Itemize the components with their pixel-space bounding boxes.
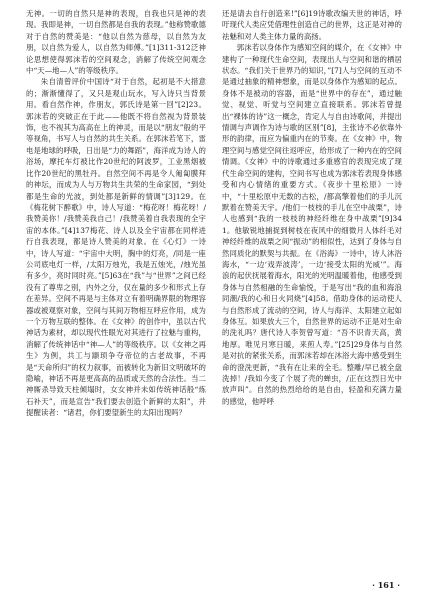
paragraph: 还是请去自行创造来!”[6]19诗歌改编天世的神话，呼吁现代人类应凭借理性创造自己的世界，这正是对神的祛魅和对人类主体力量的高扬。 [222,9,402,41]
paragraph: 郭沫若以身体作为感知空间的媒介，在《女神》中建构了一种现代生命空间，表现出人与空间和谐的栖居状态。“我们关于世界乃的知识，”[7]人与空间的互动不是通过抽象的精神想象，而是以身体作为感知的起点。身体不是被动的容器，而是“世界中的存在”，通过触觉、视觉、听觉与空间建立直接联系。郭沫若曾提出“裸体的诗”这一概念，肯定人与自由诗歌间，并提出情调与声调作为诗与歌的区别”[8]，主张诗不必依靠外形的韵律，而应为偏重内在的节奏。在《女神》中，物理空间与感觉空间往返呼应，给形成了一种内在的空间情调。《女神》中的诗歌通过多重感官的表现完成了现代生命空间的建构，空间书写也成为郭沫若表现身体感受和内心情绪的重要方式。《夜步十里松原》一诗中，“十里松原中无数的古松，/都高擎着他们的手儿沉默着在赞美天宇。/他们一枝枝的手儿在空中战栗”，诗人也感到“我的一枝枝的神经纤维在身中战栗”[9]341。他敏锐地捕捉到树枝在夜风中的细微月人体纤毛对神经纤维的战栗之间“振动”的相似性，达到了身体与自然同质化的默契与共振。在《浴海》一诗中，诗人沐浴海水，“一边‘戏弄波涛’，一边‘接受太阳的光威’”。海浪的起伏抚展着海水，阳光的光明温暖着他，他感受到身体与自然相融的生命愉悦，于是写出“我的血和海浪同潮/我的心和日火同烧”[4]58。借助身体的运动使人与自然形成了流动的空间，诗人与海洋、太阳建立起如身体互。如果放大三个，自然世界的运动不正是对生命的洗礼吗？唐代诗人李贺曾写道：“吾不识青天高，黄地厚。唯见月寒日暖，来煎人寿。”[25]29身体与自然是对抗的紧张关系，而郭沫若却在沐浴大海中感受到生命的澄洗更新，“我有在让来的全毛。整雕/早已被全盘洗掉！/我如今变了个展了壳的蝉虫，/正在这烈日光中放声叫”。自然的热烈给给的是自由，轻盈和充满力量的感觉，他呼呼 [222,43,402,406]
two-column-body [26,8,402,574]
paragraph: 无神。一切的自然只是神的表现，自我也只是神的表现。我即是神，一切自然都是自我的表现。”他称赞歌德对于自然的赞美是：“他以自然为慈母，以自然为友朋，以自然为爱人，以自然为师傅。”[1]311-312泛神论思想使得郭沫若的空间观念，消解了传统空间观念中“天—地—人”的等级秩序。 [26,9,206,76]
paragraph: 朱自清曾评价中国诗“对于自然，起初是不大措意的；渐渐懂得了，又只是观山玩水，写入诗只当背景用。看自然作神，作朋友，郭氏诗是第一回”[2]23。郭沫若的突破正在于此——他既不将自然视为背景装饰，也不视其为高高在上的神灵，而是以“朋友”般的平等视角，书写人与自然的共生关系。在郭沫若笔下，雷电是地球的呼吸，日出是“力的舞蹈”，海洋成为诗人的浴场，摩托车灯被比作20世纪的阿波罗，工业黑烟被比作20世纪的黑牡丹。自然空间不再是令人匍匐膜拜的神坛，而成为人与万物共生共荣的生命家园，“到处都是生命的光波，到处都是新鲜的情调”[3]129。在《梅花树下醉歌》中，诗人写道：“梅花呀！梅花呀！/我赞美你！/我赞美我自己！/我赞美着自我表现的全宇宙的本体。”[4]137梅花、诗人以及全宇宙都在同样进行自我表现，都是诗人赞美的对象。在《心灯》一诗中，诗人写道：“宇宙中大明，胸中的灯亮，/同是一座公司底电灯一样，/太阳万烛光，我是五烛光，/烛光虽有多少，亮时同时亮。”[5]63在“我”与“世界”之间已经没有了尊卑之别，内外之分，仅在量的多少和形式上存在差异。空间不再是与主体对立有着明确界限的物理容器或被观察对象，空间与其间万物相互呼应作用，成为一个万物互联的整体。在《女神》的创作中，虽以古代神话为素材，却以现代性眼光对其进行了拉魅与重构，消解了传统神话中“神—人”的等级秩序。以《女神之再生》为例，共工与颛顼争夺帝位的古老故事，不再是“天命所归”的权力叙事，而被转化为新旧文明破坏的隐喻，神话不再是更高高的品质或天然的合法性。当二神厮杀导致天柱倾塌时，女女神并未如传统神话般“炼石补天”，而是宣告“我们要去创造个新鲜的太阳”，并提醒读者：“诸君，你们要望新生的太阳出现吗？ [26,77,206,418]
right-column [222,8,402,574]
left-column [26,8,206,574]
page-number: · 161 · [372,580,400,590]
